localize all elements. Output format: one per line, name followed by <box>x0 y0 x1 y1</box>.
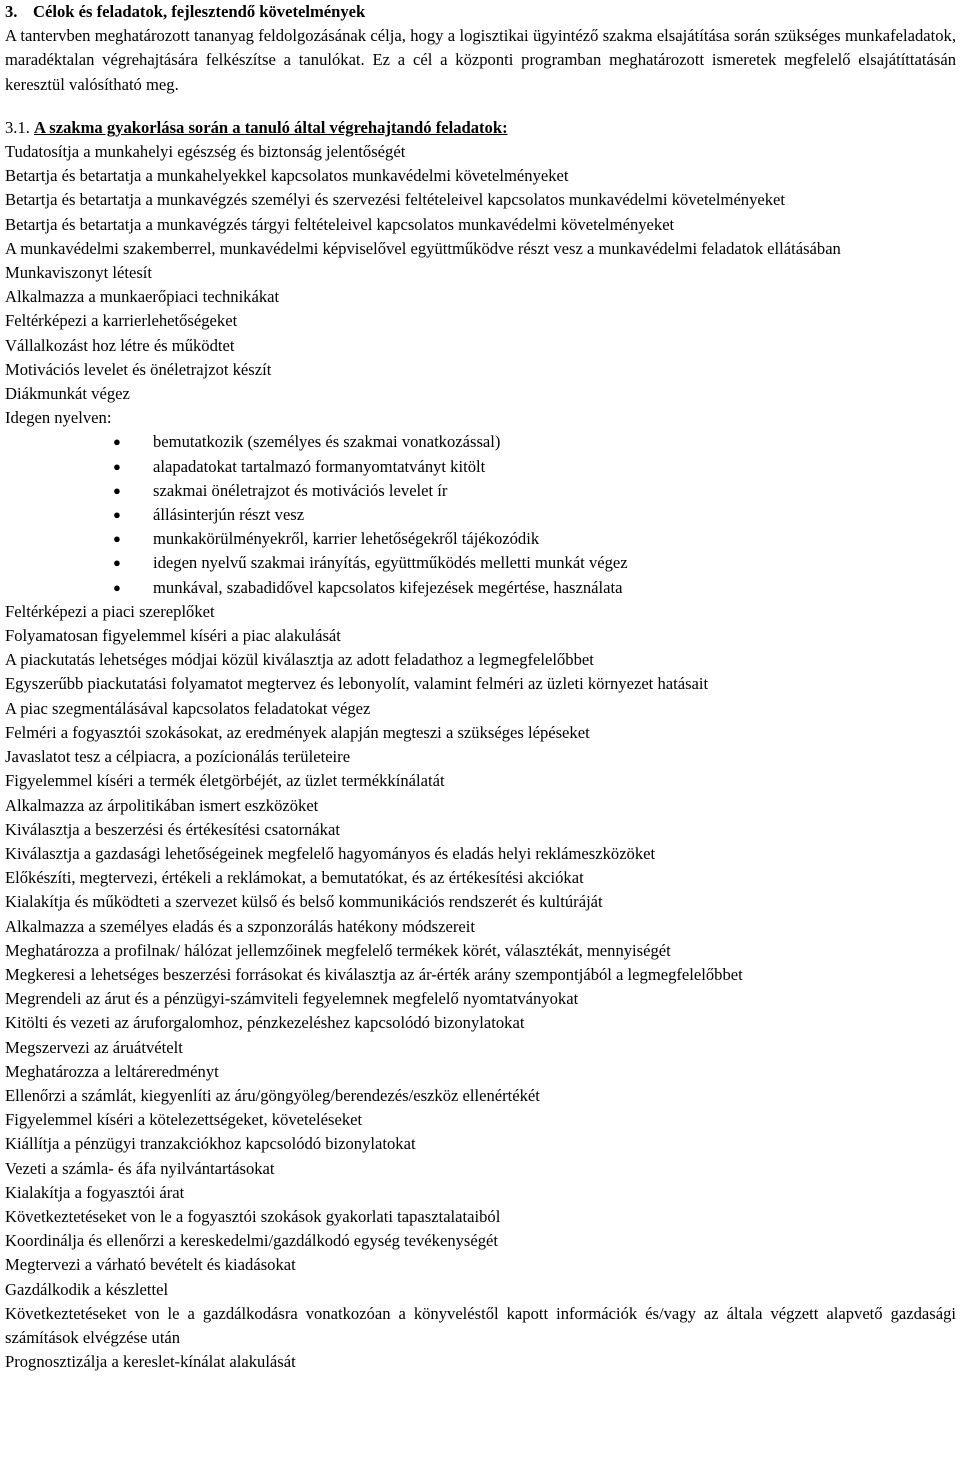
bullet-item <box>5 455 956 479</box>
section-heading <box>5 0 956 24</box>
bullet-dot-icon: ● <box>113 507 121 523</box>
task-item: Alkalmazza az árpolitikában ismert eszközöket <box>5 795 319 815</box>
bullet-item <box>5 551 956 575</box>
task-item: A piac szegmentálásával kapcsolatos feladatokat végez <box>5 698 371 718</box>
task-item: Munkaviszonyt létesít <box>5 263 153 283</box>
task-item: Megszervezi az áruátvételt <box>5 1037 183 1057</box>
task-list-after <box>5 600 956 1375</box>
task-item: Betartja és betartatja a munkavégzés tárgyi feltételeivel kapcsolatos munkavédelmi követelményeket <box>5 214 675 234</box>
subsection-title: A szakma gyakorlása során a tanuló által végrehajtandó feladatok: <box>34 117 508 137</box>
task-item: Következtetéseket von le a gazdálkodásra vonatkozóan a könyveléstől kapott információk és/vagy az általa végzett alapvető gazdasági számítások elvégzése után <box>5 1303 956 1347</box>
task-item: Idegen nyelven: <box>5 408 112 428</box>
task-item: Betartja és betartatja a munkahelyekkel kapcsolatos munkavédelmi követelményeket <box>5 166 569 186</box>
bullet-dot-icon: ● <box>113 579 121 595</box>
bullet-dot-icon: ● <box>113 531 121 547</box>
bullet-dot-icon: ● <box>113 482 121 498</box>
task-item: Felméri a fogyasztói szokásokat, az eredmények alapján megteszi a szükséges lépéseket <box>5 722 590 742</box>
bullet-text: bemutatkozik (személyes és szakmai vonatkozással) <box>153 432 501 452</box>
task-item: Előkészíti, megtervezi, értékeli a reklámokat, a bemutatókat, és az értékesítési akciókat <box>5 868 584 888</box>
section-number: 3. <box>5 2 18 21</box>
task-item: Koordinálja és ellenőrzi a kereskedelmi/gazdálkodó egység tevékenységét <box>5 1231 499 1251</box>
task-item: Megtervezi a várható bevételt és kiadásokat <box>5 1255 296 1275</box>
task-item: Vállalkozást hoz létre és működtet <box>5 335 235 355</box>
bullet-text: munkakörülményekről, karrier lehetőségekről tájékozódik <box>153 529 540 549</box>
bullet-item <box>5 576 956 600</box>
bullet-text: munkával, szabadidővel kapcsolatos kifejezések megértése, használata <box>153 577 623 597</box>
task-item: Folyamatosan figyelemmel kíséri a piac alakulását <box>5 626 341 646</box>
task-item: Prognosztizálja a kereslet-kínálat alakulását <box>5 1352 296 1372</box>
bullet-item <box>5 527 956 551</box>
task-item: Kitölti és vezeti az áruforgalomhoz, pénzkezeléshez kapcsolódó bizonylatokat <box>5 1013 525 1033</box>
task-item: A munkavédelmi szakemberrel, munkavédelmi képviselővel együttműködve részt vesz a munkavédelmi feladatok ellátásában <box>5 238 841 258</box>
bullet-dot-icon: ● <box>113 555 121 571</box>
task-item: Feltérképezi a karrierlehetőségeket <box>5 311 238 331</box>
task-list-before <box>5 140 956 430</box>
task-item: Kiállítja a pénzügyi tranzakciókhoz kapcsolódó bizonylatokat <box>5 1134 416 1154</box>
task-item: Kialakítja és működteti a szervezet külső és belső kommunikációs rendszerét és kultúráját <box>5 892 603 912</box>
bullet-item <box>5 430 956 454</box>
task-item: Megkeresi a lehetséges beszerzési forrásokat és kiválasztja az ár-érték arány szempontjából a legmegfelelőbbet <box>5 964 743 984</box>
task-item: Tudatosítja a munkahelyi egészség és biztonság jelentőségét <box>5 142 406 162</box>
task-item: Ellenőrzi a számlát, kiegyenlíti az áru/göngyöleg/berendezés/eszköz ellenértékét <box>5 1085 540 1105</box>
task-item: Kiválasztja a beszerzési és értékesítési csatornákat <box>5 819 340 839</box>
bullet-text: szakmai önéletrajzot és motivációs levelet ír <box>153 480 448 500</box>
bullet-text: állásinterjún részt vesz <box>153 505 305 525</box>
bullet-text: alapadatokat tartalmazó formanyomtatványt kitölt <box>153 456 486 476</box>
task-item: Diákmunkát végez <box>5 384 130 404</box>
task-item: Alkalmazza a munkaerőpiaci technikákat <box>5 287 280 307</box>
task-item: Vezeti a számla- és áfa nyilvántartásokat <box>5 1158 275 1178</box>
subsection-number: 3.1. <box>5 117 30 137</box>
bullet-item <box>5 479 956 503</box>
task-item: Egyszerűbb piackutatási folyamatot megtervez és lebonyolít, valamint felméri az üzleti környezet hatásait <box>5 674 709 694</box>
section-title: Célok és feladatok, fejlesztendő követelmények <box>33 2 366 21</box>
bullet-dot-icon: ● <box>113 458 121 474</box>
bullet-dot-icon: ● <box>113 434 121 450</box>
foreign-language-bullet-list <box>5 430 956 599</box>
task-item: Motivációs levelet és önéletrajzot készít <box>5 359 272 379</box>
task-item: Meghatározza a profilnak/ hálózat jellemzőinek megfelelő termékek körét, választékát, mennyiségét <box>5 940 671 960</box>
bullet-item <box>5 503 956 527</box>
task-item: A piackutatás lehetséges módjai közül kiválasztja az adott feladathoz a legmegfelelőbbet <box>5 650 594 670</box>
task-item: Következtetéseket von le a fogyasztói szokások gyakorlati tapasztalataiból <box>5 1206 501 1226</box>
task-item: Megrendeli az árut és a pénzügyi-számviteli fegyelemnek megfelelő nyomtatványokat <box>5 989 579 1009</box>
intro-paragraph: A tantervben meghatározott tananyag feldolgozásának célja, hogy a logisztikai ügyintéző szakma elsajátítása során szükséges munkafeladatok, maradéktalan végrehajtására felkészítse a tanulókat. Ez a cél a központi programban meghatározott ismeretek megfelelő elsajátíttatásán keresztül valósítható meg. <box>5 26 956 94</box>
task-item: Kialakítja a fogyasztói árat <box>5 1182 185 1202</box>
task-item: Javaslatot tesz a célpiacra, a pozícionálás területeire <box>5 747 351 767</box>
task-item: Kiválasztja a gazdasági lehetőségeinek megfelelő hagyományos és eladás helyi reklámeszközöket <box>5 843 656 863</box>
subsection-heading <box>5 116 956 140</box>
task-item: Figyelemmel kíséri a kötelezettségeket, követeléseket <box>5 1110 363 1130</box>
task-item: Meghatározza a leltáreredményt <box>5 1061 219 1081</box>
task-item: Feltérképezi a piaci szereplőket <box>5 601 215 621</box>
task-item: Alkalmazza a személyes eladás és a szponzorálás hatékony módszereit <box>5 916 475 936</box>
task-item: Gazdálkodik a készlettel <box>5 1279 169 1299</box>
bullet-text: idegen nyelvű szakmai irányítás, együttműködés melletti munkát végez <box>153 553 628 573</box>
task-item: Figyelemmel kíséri a termék életgörbéjét, az üzlet termékkínálatát <box>5 771 445 791</box>
task-item: Betartja és betartatja a munkavégzés személyi és szervezési feltételeivel kapcsolatos munkavédelmi követelményeket <box>5 190 786 210</box>
